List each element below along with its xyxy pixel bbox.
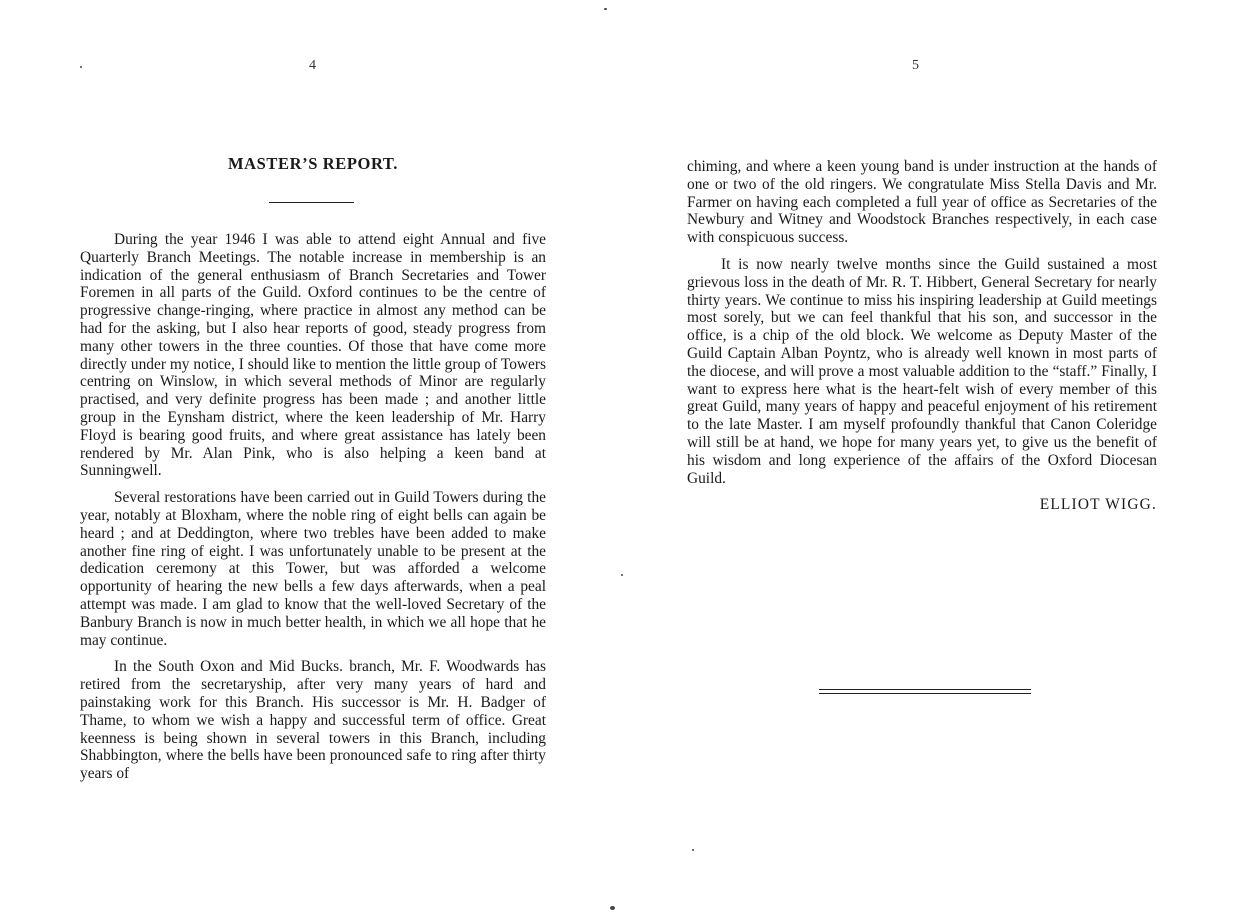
page-number: 4 bbox=[309, 58, 316, 73]
paragraph: During the year 1946 I was able to attend eight Annual and five Quarterly Branch Meetings. The notable increase in membership is an indication of the general enthusiasm of Branch Secretaries and Tower Foremen in all parts of the Guild. Oxford continues to be the centre of progressive change-ringing, where practice in almost any method can be had for the asking, but I also hear reports of good, steady progress from many other towers in the three counties. Of those that have come more directly under my notice, I should like to mention the little group of Towers centring on Winslow, in which several methods of Minor are regularly practised, and very definite progress has been made ; and another little group in the Eynsham district, where the keen leadership of Mr. Harry Floyd is bearing good fruits, and where great assistance has lately been rendered by Mr. Alan Pink, who is also helping a keen band at Sunningwell. bbox=[80, 231, 546, 480]
scan-speck bbox=[621, 574, 623, 576]
paragraph: It is now nearly twelve months since the Guild sustained a most grievous loss in the death of Mr. R. T. Hibbert, General Secretary for nearly thirty years. We continue to miss his inspiring leadership at Guild meetings most sorely, but we can feel thankful that his son, and successor in the office, is a chip of the old block. We welcome as Deputy Master of the Guild Captain Alban Poyntz, who is already well known in most parts of the diocese, and will prove a most valuable addition to the “staff.” Finally, I want to express here what is the heart-felt wish of every member of this great Guild, many years of happy and peaceful enjoyment of his retirement to the late Master. I am myself profoundly thankful that Canon Coleridge will still be at hand, we hope for many years yet, to give us the benefit of his wisdom and long experience of the affairs of the Oxford Diocesan Guild. bbox=[687, 255, 1157, 487]
scan-speck bbox=[610, 906, 615, 910]
paragraph: Several restorations have been carried out in Guild Towers during the year, notably at Bloxham, where the noble ring of eight bells can again be heard ; and at Deddington, where two trebles have been added to make another fine ring of eight. I was unfortunately unable to be present at the dedication ceremony at this Tower, but was afforded a welcome opportunity of hearing the new bells a few days afterwards, when a peal attempt was made. I am glad to know that the well-loved Secretary of the Banbury Branch is now in much better health, in which we all hope that he may continue. bbox=[80, 489, 546, 649]
right-page bbox=[620, 0, 1241, 913]
left-page bbox=[0, 0, 620, 913]
report-body-right bbox=[687, 158, 1157, 514]
continued-paragraph: chiming, and where a keen young band is under instruction at the hands of one or two of the old ringers. We congratulate Miss Stella Davis and Mr. Farmer on having each completed a full year of office as Secretaries of the Newbury and Witney and Woodstock Branches respectively, in each case with conspicuous success. bbox=[687, 158, 1157, 247]
scan-speck bbox=[692, 849, 694, 851]
paragraph: In the South Oxon and Mid Bucks. branch, Mr. F. Woodwards has retired from the secretaryship, after very many years of hard and painstaking work for this Branch. His successor is Mr. H. Badger of Thame, to whom we wish a happy and successful term of office. Great keenness is being shown in several towers in this Branch, including Shabbington, where the bells have been pronounced safe to ring after thirty years of bbox=[80, 658, 546, 783]
scan-speck bbox=[80, 66, 82, 68]
report-title: MASTER’S REPORT. bbox=[227, 154, 399, 173]
end-double-rule bbox=[819, 689, 1031, 694]
title-rule bbox=[269, 202, 354, 203]
scan-speck bbox=[604, 8, 607, 10]
signature: ELLIOT WIGG. bbox=[1039, 496, 1157, 514]
report-body-left bbox=[80, 231, 546, 792]
page-number: 5 bbox=[912, 58, 919, 73]
